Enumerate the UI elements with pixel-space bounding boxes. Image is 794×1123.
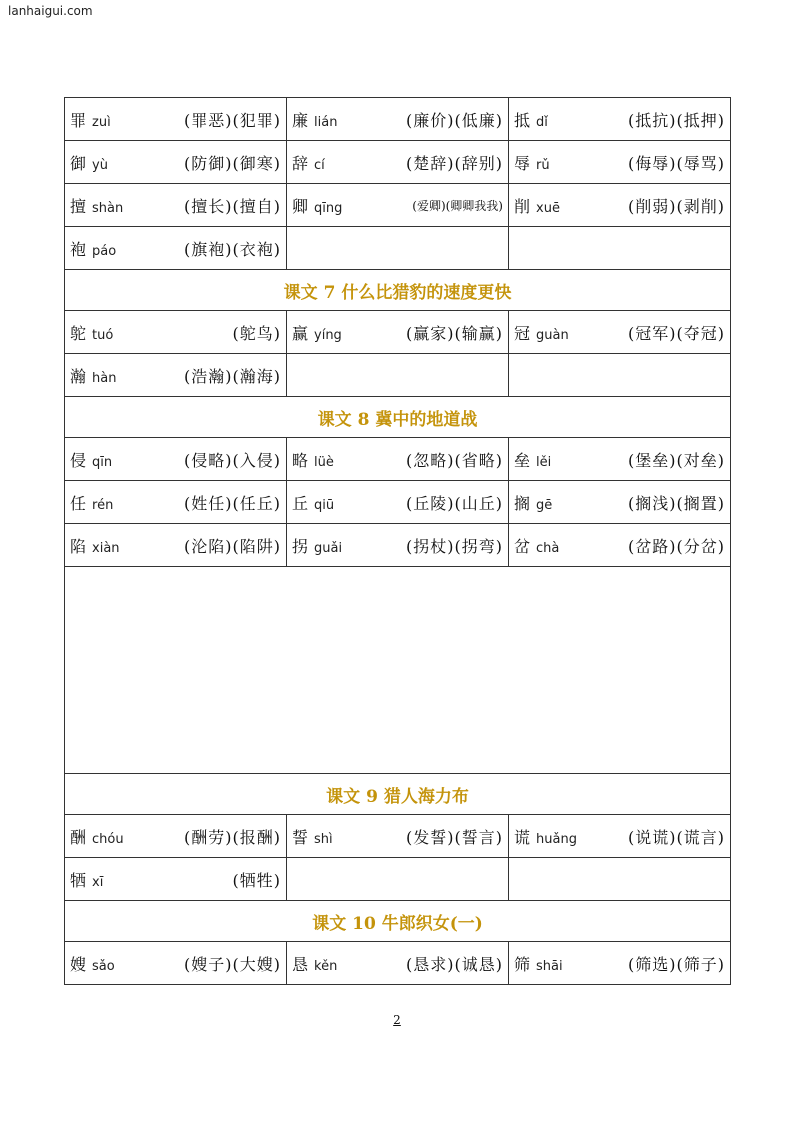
character: 御 [70,153,87,173]
example-words: (侮辱)(辱骂) [628,153,725,173]
example-words: (鸵鸟) [232,323,281,343]
character: 任 [70,493,87,513]
word-row [65,815,731,858]
character: 谎 [514,827,531,847]
lesson-heading-row [65,901,731,942]
word-cell [65,98,287,141]
word-cell [287,815,509,858]
character: 卿 [292,196,309,216]
pinyin: chà [536,540,560,556]
pinyin: zuì [92,114,111,130]
pinyin: guàn [536,327,569,343]
pinyin: yù [92,157,108,173]
word-cell [287,858,509,901]
word-cell [65,858,287,901]
word-cell [509,141,731,184]
pinyin: sǎo [92,958,115,974]
character: 赢 [292,323,309,343]
word-row [65,438,731,481]
word-row [65,354,731,397]
word-cell [509,942,731,985]
pinyin: chóu [92,831,124,847]
pinyin: lěi [536,454,552,470]
character: 廉 [292,110,309,130]
example-words: (堡垒)(对垒) [628,450,725,470]
example-words: (浩瀚)(瀚海) [184,366,281,386]
pinyin: rén [92,497,114,513]
word-cell [287,98,509,141]
example-words: (廉价)(低廉) [406,110,503,130]
word-row [65,98,731,141]
word-row [65,858,731,901]
example-words: (抵抗)(抵押) [628,110,725,130]
pinyin: shì [314,831,333,847]
character: 擅 [70,196,87,216]
blank-cell [65,567,731,774]
example-words: (说谎)(谎言) [628,827,725,847]
word-cell [287,524,509,567]
character: 筛 [514,954,531,974]
example-words: (冠军)(夺冠) [628,323,725,343]
pinyin: dǐ [536,114,548,130]
pinyin: qīng [314,200,343,216]
page-number: 2 [393,1013,401,1027]
word-row [65,184,731,227]
pinyin: shàn [92,200,124,216]
word-cell [65,524,287,567]
character: 垒 [514,450,531,470]
example-words: (防御)(御寒) [184,153,281,173]
pinyin: xiàn [92,540,120,556]
pinyin: guǎi [314,540,343,556]
character: 罪 [70,110,87,130]
word-cell [65,184,287,227]
example-words: (擅长)(擅自) [184,196,281,216]
character: 辱 [514,153,531,173]
example-words: (旗袍)(衣袍) [184,239,281,259]
word-cell [65,227,287,270]
example-words: (罪恶)(犯罪) [184,110,281,130]
word-cell [65,481,287,524]
pinyin: kěn [314,958,338,974]
example-words: (恳求)(诚恳) [406,954,503,974]
word-cell [65,311,287,354]
vocabulary-table [64,97,731,985]
example-words: (姓任)(任丘) [184,493,281,513]
character: 侵 [70,450,87,470]
word-cell [65,354,287,397]
word-cell [509,227,731,270]
example-words: (搁浅)(搁置) [628,493,725,513]
word-row [65,481,731,524]
character: 袍 [70,239,87,259]
character: 誓 [292,827,309,847]
character: 辞 [292,153,309,173]
word-cell [509,438,731,481]
word-row [65,942,731,985]
pinyin: qiū [314,497,335,513]
site-watermark: lanhaigui.com [8,4,93,18]
example-words: (发誓)(誓言) [406,827,503,847]
lesson-heading: 课文 9 猎人海力布 [65,774,731,815]
example-words: (牺牲) [232,870,281,890]
example-words: (爱卿)(卿卿我我) [412,198,503,213]
word-cell [509,354,731,397]
pinyin: xī [92,874,104,890]
character: 拐 [292,536,309,556]
pinyin: lüè [314,454,334,470]
example-words: (赢家)(输赢) [406,323,503,343]
example-words: (嫂子)(大嫂) [184,954,281,974]
pinyin: páo [92,243,117,259]
example-words: (岔路)(分岔) [628,536,725,556]
word-cell [65,141,287,184]
pinyin: lián [314,114,338,130]
example-words: (侵略)(入侵) [184,450,281,470]
character: 搁 [514,493,531,513]
word-row [65,311,731,354]
character: 丘 [292,493,309,513]
pinyin: gē [536,497,553,513]
word-cell [65,815,287,858]
word-cell [65,438,287,481]
word-cell [287,942,509,985]
word-cell [509,311,731,354]
word-cell [287,227,509,270]
pinyin: tuó [92,327,114,343]
word-cell [287,141,509,184]
character: 略 [292,450,309,470]
word-cell [509,184,731,227]
word-cell [509,481,731,524]
character: 陷 [70,536,87,556]
word-cell [509,98,731,141]
lesson-heading: 课文 10 牛郎织女(一) [65,901,731,942]
word-cell [287,354,509,397]
pinyin: hàn [92,370,117,386]
word-cell [287,311,509,354]
lesson-heading: 课文 7 什么比猎豹的速度更快 [65,270,731,311]
word-cell [65,942,287,985]
character: 瀚 [70,366,87,386]
word-row [65,141,731,184]
lesson-heading: 课文 8 冀中的地道战 [65,397,731,438]
pinyin: yíng [314,327,342,343]
pinyin: qīn [92,454,113,470]
character: 酬 [70,827,87,847]
character: 岔 [514,536,531,556]
word-cell [287,438,509,481]
example-words: (沦陷)(陷阱) [184,536,281,556]
character: 恳 [292,954,309,974]
blank-row [65,567,731,774]
example-words: (拐杖)(拐弯) [406,536,503,556]
pinyin: rǔ [536,157,550,173]
pinyin: cí [314,157,325,173]
example-words: (楚辞)(辞别) [406,153,503,173]
word-row [65,227,731,270]
character: 嫂 [70,954,87,974]
word-cell [509,815,731,858]
word-row [65,524,731,567]
character: 冠 [514,323,531,343]
example-words: (忽略)(省略) [406,450,503,470]
lesson-heading-row [65,270,731,311]
word-cell [287,184,509,227]
word-cell [509,524,731,567]
character: 削 [514,196,531,216]
character: 牺 [70,870,87,890]
example-words: (丘陵)(山丘) [406,493,503,513]
pinyin: huǎng [536,831,577,847]
word-cell [509,858,731,901]
example-words: (筛选)(筛子) [628,954,725,974]
example-words: (酬劳)(报酬) [184,827,281,847]
pinyin: xuē [536,200,560,216]
lesson-heading-row [65,774,731,815]
character: 抵 [514,110,531,130]
example-words: (削弱)(剥削) [628,196,725,216]
lesson-heading-row [65,397,731,438]
pinyin: shāi [536,958,563,974]
word-cell [287,481,509,524]
character: 鸵 [70,323,87,343]
